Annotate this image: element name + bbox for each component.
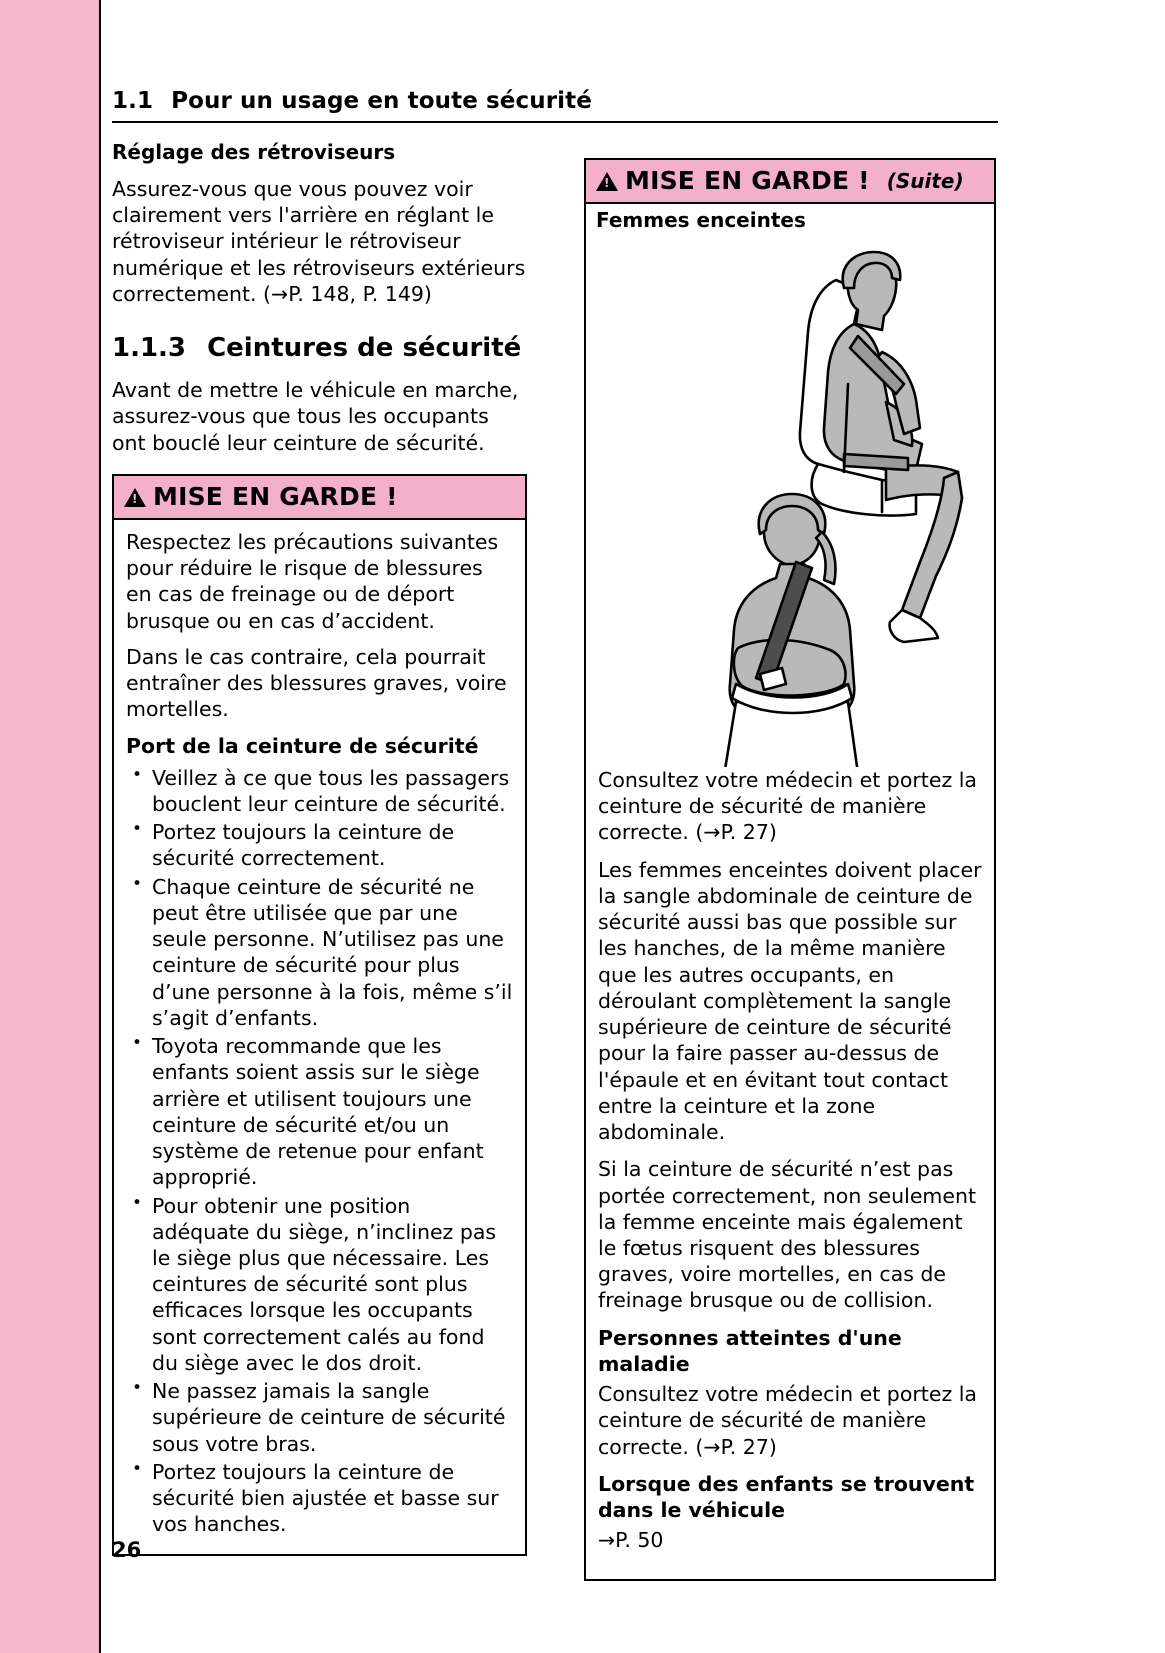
running-header-number: 1.1 — [112, 88, 154, 114]
list-item: • Pour obtenir une position adéquate du siège, n’inclinez pas le siège plus que nécessaire. Les ceintures de sécurité sont plus efficaces lorsque les occupants sont correctement calés au fond du siège avec le dos droit. — [126, 1193, 513, 1377]
list-item: • Toyota recommande que les enfants soient assis sur le siège arrière et utilisent toujours une ceinture de sécurité et/ou un système de retenue pour enfant approprié. — [126, 1033, 513, 1190]
list-item: • Veillez à ce que tous les passagers bouclent leur ceinture de sécurité. — [126, 765, 513, 817]
pregnant-paragraph-3: Si la ceinture de sécurité n’est pas portée correctement, non seulement la femme enceinte mais également le fœtus risquent des blessures graves, voire mortelles, en cas de freinage brusque ou de collision. — [598, 1157, 977, 1313]
list-item: • Ne passez jamais la sangle supérieure de ceinture de sécurité sous votre bras. — [126, 1378, 513, 1457]
list-item: • Portez toujours la ceinture de sécurité bien ajustée et basse sur vos hanches. — [126, 1459, 513, 1538]
children-reference: →P. 50 — [598, 1528, 664, 1553]
page-edge-rule — [99, 0, 101, 1653]
warning-header-right — [586, 160, 994, 204]
warning-triangle-icon — [124, 488, 146, 507]
pregnant-paragraph-1: Consultez votre médecin et portez la ceinture de sécurité de manière correcte. (→P. 27) — [598, 768, 977, 845]
pregnant-paragraph-2: Les femmes enceintes doivent placer la sangle abdominale de ceinture de sécurité aussi bas que possible sur les hanches, de la même manière que les autres occupants, en déroulant complètement la sangle supérieure de ceinture de sécurité pour la faire passer au-dessus de l'épaule et en évitant tout contact entre la ceinture et la zone abdominale. — [598, 857, 982, 1145]
illness-paragraph: Consultez votre médecin et portez la ceinture de sécurité de manière correcte. (→P. 27) — [598, 1382, 977, 1459]
running-header-title: Pour un usage en toute sécurité — [171, 88, 592, 114]
list-item: • Chaque ceinture de sécurité ne peut être utilisée que par une seule personne. N’utilisez pas une ceinture de sécurité pour plus d’une personne à la fois, même s’il s’agit d’enfants. — [126, 874, 513, 1031]
seatbelt-section-paragraph: Avant de mettre le véhicule en marche, assurez-vous que tous les occupants ont bouclé leur ceinture de sécurité. — [112, 378, 519, 455]
mirror-adjustment-paragraph: Assurez-vous que vous pouvez voir clairement vers l'arrière en réglant le rétroviseur intérieur le rétroviseur numérique et les rétroviseurs extérieurs correctement. (→P. 148, P. 149) — [112, 177, 526, 306]
running-header-divider — [112, 121, 998, 123]
warning-box-left — [112, 474, 527, 1556]
warning-header-left — [114, 476, 525, 520]
warning-title-right: MISE EN GARDE ! — [625, 166, 870, 195]
right-column — [584, 140, 996, 1581]
mirror-adjustment-heading: Réglage des rétroviseurs — [112, 140, 396, 164]
warning-paragraph-1: Respectez les précautions suivantes pour réduire le risque de blessures en cas de freinage ou de déport brusque ou en cas d’accident. — [126, 529, 499, 633]
page-content — [112, 0, 1112, 1653]
illness-subheading: Personnes atteintes d'une maladie — [598, 1325, 902, 1376]
seatbelt-section-title: Ceintures de sécurité — [207, 333, 522, 364]
seatbelt-section-heading — [112, 333, 527, 363]
running-header — [112, 88, 998, 114]
seatbelt-pregnant-illustration — [586, 232, 994, 767]
warning-subheading-wearing: Port de la ceinture de sécurité — [126, 733, 479, 758]
warning-title-left: MISE EN GARDE ! — [153, 481, 398, 511]
warning-bullet-list — [126, 765, 513, 1538]
warning-body-left — [114, 520, 525, 1554]
page-number: 26 — [112, 1538, 142, 1562]
children-subheading: Lorsque des enfants se trouvent dans le véhicule — [598, 1471, 975, 1523]
warning-paragraph-2: Dans le cas contraire, cela pourrait entraîner des blessures graves, voire mortelles. — [126, 644, 507, 722]
right-warning-body — [586, 767, 994, 1579]
left-column — [112, 140, 527, 1556]
seatbelt-section-number: 1.1.3 — [112, 333, 187, 364]
pregnant-women-heading: Femmes enceintes — [596, 208, 806, 232]
warning-triangle-icon — [596, 172, 618, 191]
warning-continued-label: (Suite) — [886, 168, 964, 193]
list-item: • Portez toujours la ceinture de sécurité correctement. — [126, 819, 513, 871]
page-edge-color-band — [0, 0, 100, 1653]
warning-box-right — [584, 158, 996, 1581]
